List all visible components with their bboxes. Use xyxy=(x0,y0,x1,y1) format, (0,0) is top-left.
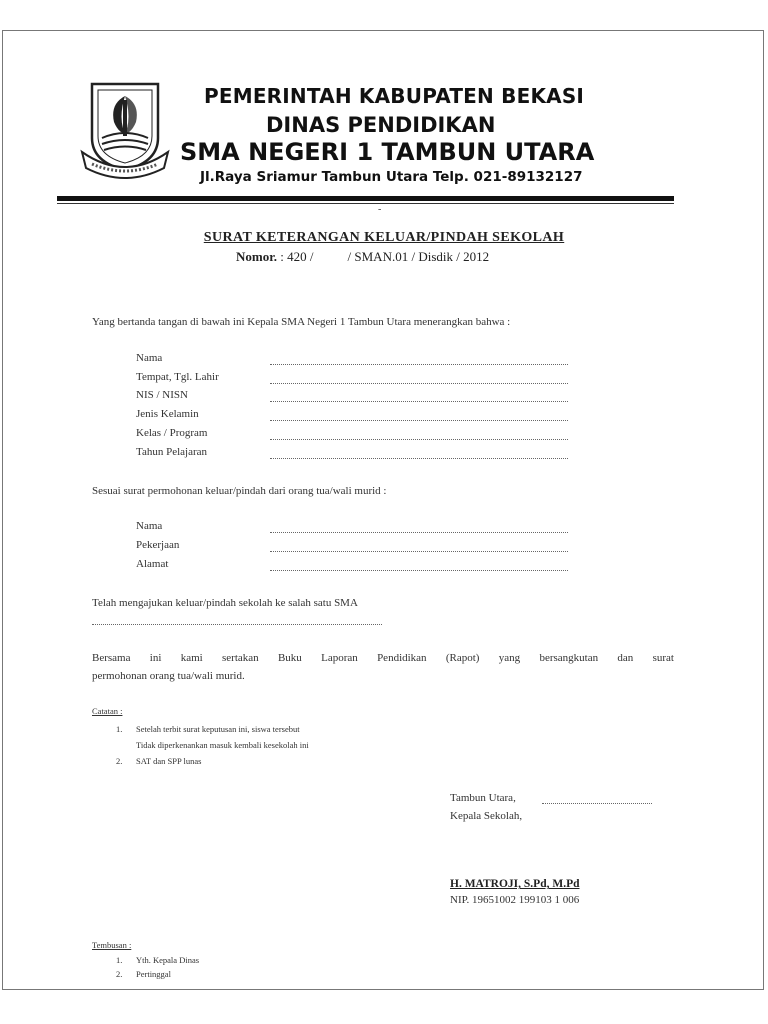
number-prefix: : 420 / xyxy=(280,249,314,264)
signatory-nip: NIP. 19651002 199103 1 006 xyxy=(450,894,580,906)
student-field-label: Kelas / Program xyxy=(136,427,208,439)
student-field-label: Tempat, Tgl. Lahir xyxy=(136,371,219,383)
parent-field-label: Nama xyxy=(136,520,163,532)
cc-item: Yth. Kepala Dinas xyxy=(136,955,200,965)
government-name: PEMERINTAH KABUPATEN BEKASI xyxy=(204,84,585,108)
request-text: Sesuai surat permohonan keluar/pindah dari orang tua/wali murid : xyxy=(92,485,387,497)
student-field-label: NIS / NISN xyxy=(136,389,188,401)
school-address: Jl.Raya Sriamur Tambun Utara Telp. 021-89132127 xyxy=(200,169,583,185)
separator-mark: - xyxy=(378,204,382,215)
student-field-label: Nama xyxy=(136,352,163,364)
notes-heading: Catatan : xyxy=(92,706,123,716)
parent-field-line xyxy=(270,551,568,552)
signature-position: Kepala Sekolah, xyxy=(450,810,523,822)
student-field-line xyxy=(270,420,568,421)
enclosure-text-line2: permohonan orang tua/wali murid. xyxy=(92,670,245,682)
department-name: DINAS PENDIDIKAN xyxy=(266,113,496,137)
school-name: SMA NEGERI 1 TAMBUN UTARA xyxy=(180,138,595,166)
intro-text: Yang bertanda tangan di bawah ini Kepala SMA Negeri 1 Tambun Utara menerangkan bahwa : xyxy=(92,316,511,328)
student-field-line xyxy=(270,458,568,459)
note-number: 1. xyxy=(116,724,123,734)
cc-heading: Tembusan : xyxy=(92,940,132,950)
student-field-line xyxy=(270,401,568,402)
parent-field-line xyxy=(270,570,568,571)
note-number: 2. xyxy=(116,756,123,766)
cc-number: 1. xyxy=(116,955,123,965)
signatory-name: H. MATROJI, S.Pd, M.Pd xyxy=(450,878,580,890)
signature-date-line xyxy=(542,803,652,804)
parent-field-line xyxy=(270,532,568,533)
parent-field-label: Alamat xyxy=(136,558,169,570)
document-title: SURAT KETERANGAN KELUAR/PINDAH SEKOLAH xyxy=(203,230,565,245)
note-text-continued: Tidak diperkenankan masuk kembali kesekolah ini xyxy=(136,740,309,750)
number-suffix: / SMAN.01 / Disdik / 2012 xyxy=(347,249,490,264)
student-field-label: Jenis Kelamin xyxy=(136,408,199,420)
signature-place: Tambun Utara, xyxy=(450,792,516,804)
cc-number: 2. xyxy=(116,969,123,979)
student-field-label: Tahun Pelajaran xyxy=(136,446,208,458)
letterhead-divider-thin xyxy=(57,203,674,204)
number-label: Nomor. xyxy=(236,249,278,264)
student-field-line xyxy=(270,383,568,384)
letterhead-divider-thick xyxy=(57,196,674,201)
student-field-line xyxy=(270,364,568,365)
student-field-line xyxy=(270,439,568,440)
cc-item: Pertinggal xyxy=(136,969,171,979)
note-text: Setelah terbit surat keputusan ini, siswa tersebut xyxy=(136,724,300,734)
destination-school-line xyxy=(92,624,382,625)
school-emblem-logo xyxy=(80,78,170,182)
document-number xyxy=(236,249,489,265)
enclosure-text-line1: Bersama ini kami sertakan Buku Laporan Pendidikan (Rapot) yang bersangkutan dan surat xyxy=(92,652,674,664)
note-text: SAT dan SPP lunas xyxy=(136,756,202,766)
parent-field-label: Pekerjaan xyxy=(136,539,180,551)
transfer-text: Telah mengajukan keluar/pindah sekolah ke salah satu SMA xyxy=(92,597,358,609)
